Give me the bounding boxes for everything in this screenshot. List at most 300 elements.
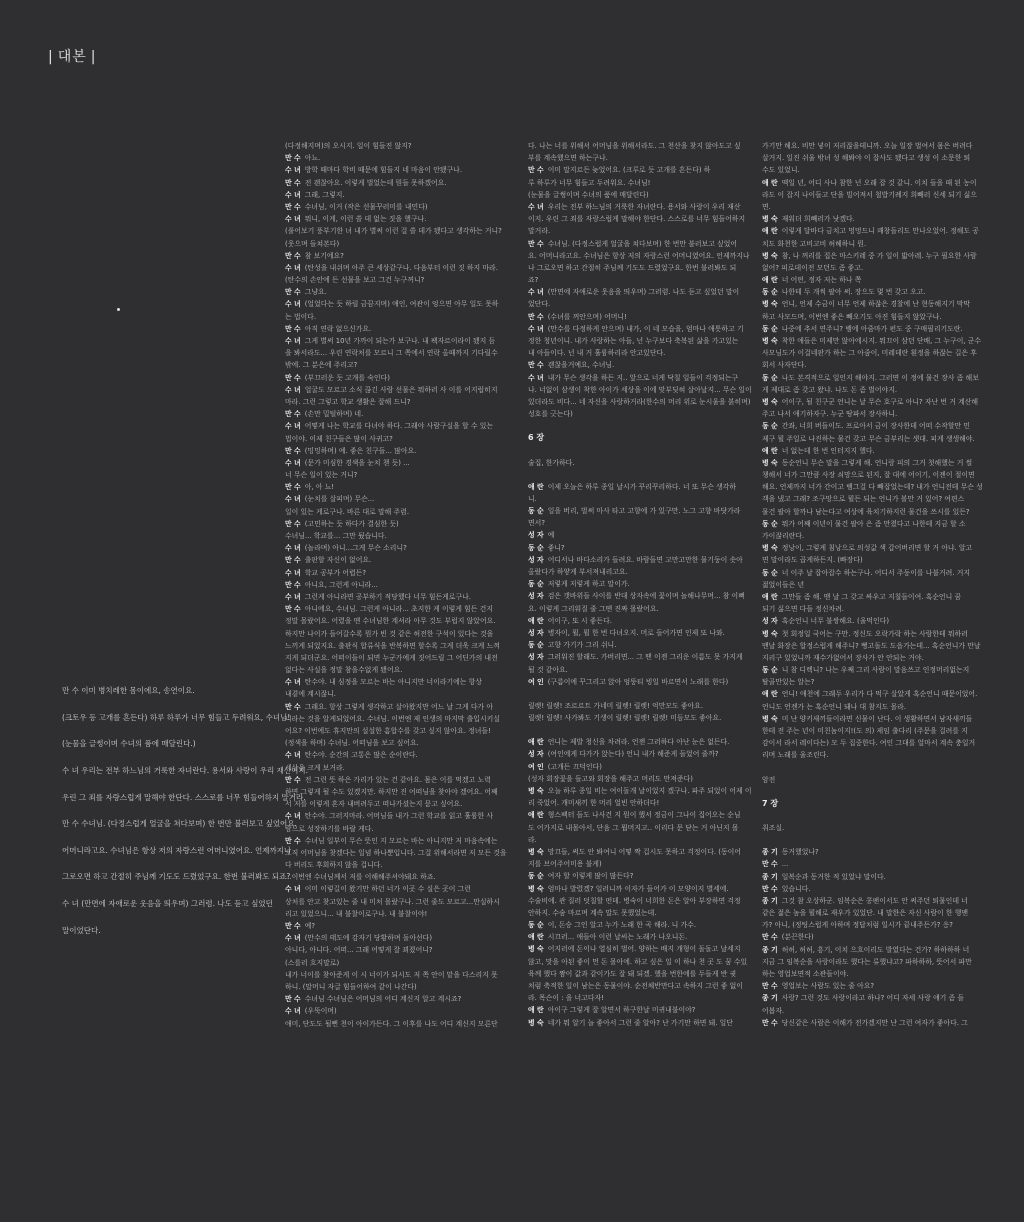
line-text: 탈골만있는 알는?	[762, 678, 815, 687]
stage-direction-line	[285, 238, 515, 250]
line-text: 이, 돈승 그인 알고 누가 노래 한 곡 해라. 니 가수.	[547, 921, 697, 930]
line-text: 고향 가기가 그리 쉬니.	[547, 641, 617, 650]
speaker-name: 동 순	[528, 580, 544, 589]
stage-direction-line	[762, 433, 992, 445]
line-text: 그래, 그렇지.	[304, 190, 345, 199]
line-text: 암전	[762, 775, 776, 784]
stage-direction-line	[762, 640, 992, 652]
stage-direction-line	[762, 737, 992, 749]
line-text: 어봅자.	[762, 1006, 785, 1015]
dialogue-line	[762, 250, 992, 262]
line-text: 저렇게 저렇게 하고 말이가.	[547, 580, 630, 589]
line-text: 밖에. 그 분은에 주리고?	[285, 361, 358, 370]
stage-direction-line	[528, 140, 758, 152]
stage-direction-line	[285, 859, 515, 871]
stage-direction-line	[285, 944, 515, 956]
excerpt-line: (눈물을 글썽이며 수녀의 품에 매달린다.)	[62, 739, 196, 749]
line-text: 좋니?	[547, 543, 565, 552]
line-text: 정한 청년이니. 내가 사랑하는 아들, 넌 누구보다 축복된 삶을 가고있는	[528, 337, 739, 345]
line-text: 얼굴도 모르고 소식 끊긴 사람 선물은 뭐하러 사 이를 어지럽히지	[304, 385, 498, 394]
line-text: 이미 말지르든 늦었어요. (크루로 듯 고개를 흔든다) 하	[547, 166, 711, 175]
line-text: (구름이에 꾸그리고 앉아 엉뚱티 빙일 바르면서 노래를 한다)	[547, 677, 729, 686]
dialogue-line	[762, 225, 992, 237]
line-spacer	[762, 834, 992, 846]
dialogue-line	[528, 1017, 758, 1029]
speaker-name: 만 수	[285, 519, 301, 528]
stage-direction-line	[762, 676, 992, 688]
line-text: 될 것 같아요.	[528, 665, 568, 674]
speaker-name: 성 자	[528, 628, 544, 637]
stage-direction-line	[762, 152, 992, 164]
line-text: (탄성을 내쉬며 아주 큰 세상같구나. 다음부터 이런 짓 하지 마라.	[304, 263, 498, 272]
line-text: 당신같은 사람은 이해가 전가겠지만 난 그런 여자가 좋아다. 그	[781, 1018, 968, 1027]
section-label	[44, 46, 101, 66]
dialogue-line	[528, 578, 758, 590]
speaker-name: 병 숙	[762, 337, 778, 345]
stage-direction-line	[528, 457, 758, 469]
line-text: 나도 본격적으로 일인지 해야지. 그러면 이 정에 물건 장사 좀 해보	[781, 373, 979, 382]
speaker-name: 만 수	[285, 580, 301, 589]
dialogue-line	[528, 481, 758, 493]
dialogue-line	[285, 835, 515, 847]
dialogue-line	[285, 323, 515, 335]
line-text: 세상을 크게 보거라.	[285, 763, 345, 772]
speaker-name: 동 순	[762, 288, 778, 297]
dialogue-line	[528, 554, 758, 566]
speaker-name: 수 녀	[285, 458, 301, 467]
speaker-name: 동 순	[528, 872, 544, 881]
speaker-name: 수 녀	[285, 934, 301, 943]
line-text: 참 보기에요?	[304, 251, 344, 260]
dialogue-line	[285, 603, 515, 615]
speaker-name: 만 수	[285, 251, 301, 260]
line-text: 내곁에 계시잖니.	[285, 690, 336, 699]
dialogue-line	[762, 274, 992, 286]
line-text: 방학 때마다 학비 때문에 힘들지 네 마음이 안됐구나.	[304, 166, 463, 175]
dialogue-line	[762, 372, 992, 384]
dialogue-line	[762, 567, 992, 579]
line-text: 병자이, 뭘, 뭘 한 번 다녀오지. 머로 들어가면 인제 또 나와.	[547, 628, 725, 637]
stage-direction-line	[285, 274, 515, 286]
line-text: 수녀님, 이거 (작은 선물꾸러미를 내민다)	[304, 202, 428, 211]
stage-direction-line	[762, 262, 992, 274]
line-text: 가? 아니, (정팅스럽게 아하며 정답처럼 일시가 끝내주든가? 응?	[762, 921, 953, 930]
dialogue-line	[528, 846, 758, 858]
stage-direction-line	[285, 847, 515, 859]
line-text: 그래요. 항상 그렇게 생각하고 살아왔지만 어느 날 그게 다가 아	[304, 702, 494, 711]
script-column-2	[528, 140, 758, 1029]
speaker-name: 여 인	[528, 677, 544, 686]
dialogue-line	[762, 286, 992, 298]
line-text: 람으로 성장하기를 바랄 게다.	[285, 824, 374, 833]
dialogue-line	[762, 992, 992, 1004]
line-text: 전 괜찮아요. 이렇게 벌었는데 뭔들 못하겠어요.	[304, 178, 447, 187]
speaker-name: 수 녀	[285, 751, 301, 760]
line-text: (부끄러운 듯 고개를 숙인다)	[304, 373, 390, 382]
stage-direction-line	[762, 164, 992, 176]
excerpt-line: 그로오면 하고 간절히 주님께 기도도 드렸었구요. 한번 불러봐도 되죠?	[62, 872, 291, 882]
stage-direction-line	[762, 822, 992, 834]
line-text: 내가 무슨 생각을 하든 지.. 앞으로 너게 닥칠 일들이 걱정되는구	[547, 373, 739, 382]
line-text: (만수를 다정하게 안으며) 내가, 이 네 모습을, 엄마나 애틋하고 기	[547, 324, 744, 333]
line-text: 가기만 해요. 비만 넣이 저리잖을테니까. 오늘 일장 벌여서 몸은 버려다	[762, 142, 973, 150]
line-text: 첫 회정일 국어는 구만. 정신도 오락가락 하는 사람한테 뭐하러	[781, 629, 968, 638]
dialogue-line	[285, 932, 515, 944]
speaker-name: 만 수	[285, 154, 301, 163]
line-spacer	[762, 810, 992, 822]
line-text: 이미 이렇길이 왔기만 하던 너가 이곳 수 실은 곳이 그런	[304, 885, 471, 894]
dialogue-line	[285, 481, 515, 493]
line-text: 나 그로오면 하고 간절히 주님께 기도도 드렸었구요. 한번 불러봐도 되	[528, 263, 737, 272]
speaker-name: 수 녀	[285, 190, 301, 199]
stage-direction-line	[762, 189, 992, 201]
dialogue-line	[762, 335, 992, 347]
line-text: 지를 브어주어미용 불게)	[528, 860, 602, 869]
stage-direction-line	[285, 1018, 515, 1030]
dialogue-line	[528, 639, 758, 651]
line-text: 다 버리도 후회하지 않을 겁니다.	[285, 861, 383, 870]
stage-direction-line	[528, 225, 758, 237]
stage-direction-line	[285, 823, 515, 835]
line-text: 없어? 피로데이전 모던도 좀 좋고.	[762, 263, 864, 272]
line-text: 탄수야. 내 심정을 모르는 바는 아니지만 너이라기에는 항상	[304, 678, 482, 687]
script-column-1	[285, 140, 515, 1030]
line-text: 언니, 언제 수금이 너무 언제 하잖은 경찰에 난 현동해지기 막막	[781, 300, 971, 309]
line-text: (우뚝이며)	[304, 1007, 337, 1016]
speaker-name: 만 수	[285, 202, 301, 211]
section-label-bar-left: |	[48, 49, 54, 65]
stage-direction-line	[285, 762, 515, 774]
dialogue-line	[285, 335, 515, 347]
line-text: 아니다, 아니다. 어떠... 그래 어떻게 잘 꾀졌어니?	[285, 946, 433, 955]
stage-direction-line	[762, 201, 992, 213]
speaker-name: 동 순	[762, 422, 778, 431]
speaker-name: 만 수	[285, 922, 301, 930]
line-text: 수녀님 일부이 무슨 뜻인 지 모르는 바는 아니지만 저 마음속에는	[304, 836, 498, 845]
line-text: 감이서 라서 레이다는) 모 두 집중한다. 여인 그대를 얼마서 계속 충일거	[762, 739, 976, 748]
stage-direction-line	[762, 774, 992, 786]
line-text: 아이구 그렇게 잘 알면서 하구한날 미귀내불이야?	[547, 1006, 696, 1015]
line-text: 너 어떤, 정자 저는 하나 쪽	[781, 276, 862, 285]
dialogue-line	[528, 590, 758, 602]
line-text: 젊었이들은 년	[762, 580, 805, 589]
speaker-name: 병 숙	[762, 629, 778, 638]
line-text: (다정해지며)의 오시지. 일이 힘들진 않지?	[285, 142, 412, 150]
dialogue-line	[528, 311, 758, 323]
stage-direction-line	[762, 749, 992, 761]
speaker-name: 동 순	[762, 519, 778, 528]
line-text: 아직 연락 없으신가요.	[304, 324, 372, 333]
dialogue-line	[762, 298, 992, 310]
dialogue-line	[762, 445, 992, 457]
dialogue-line	[285, 408, 515, 420]
dialogue-line	[285, 554, 515, 566]
line-text: 수술비에. 관 질러 덧칠할 떤데. 병숙이 너희한 돈은 알아 부장하면 걱정	[528, 896, 741, 905]
line-text: (여인에게 다가가 앉는다) 언니 내가 해준게 들었어 줄까?	[547, 750, 719, 759]
line-text: 가이잖리란다.	[762, 532, 805, 540]
dialogue-line	[762, 871, 992, 883]
speaker-name: 동 순	[528, 641, 544, 650]
speaker-name: 동 순	[762, 324, 778, 333]
stage-direction-line	[528, 177, 758, 189]
section-label-text: 대본	[57, 49, 87, 65]
speaker-name: 동 순	[762, 568, 778, 577]
line-text: (밍밍하며) 예. 좋은 친구들... 많아요.	[304, 446, 417, 455]
line-text: ...이번엔 수녀님께서 저를 이해해주셔야돼요 하죠.	[285, 873, 436, 882]
stage-direction-line	[285, 896, 515, 908]
stage-direction-line	[762, 919, 992, 931]
stage-direction-line	[528, 907, 758, 919]
dialogue-line	[528, 870, 758, 882]
stage-direction-line	[285, 225, 515, 237]
speaker-name: 만 수	[762, 982, 778, 991]
speaker-name: 동 순	[528, 921, 544, 930]
speaker-name: 종 기	[762, 896, 778, 905]
dialogue-line	[285, 384, 515, 396]
line-text: 처럼 축적한 일이 남는은 동물이야. 순전체반만다고 속하지 그런 좋 없이	[528, 982, 743, 990]
line-spacer	[528, 724, 758, 736]
line-text: 었단다.	[528, 300, 551, 309]
line-spacer	[528, 688, 758, 700]
dialogue-line	[285, 749, 515, 761]
dialogue-line	[285, 579, 515, 591]
line-text: 맨날 화장은 합정스럽게 해주니? 뻥고돌도 도읍가는데... 혹순언니가 만날	[762, 641, 981, 650]
line-text: 주고 나서 애기하자구. 누군 땅파서 장사하니.	[762, 410, 898, 419]
speaker-name: 만 수	[285, 702, 301, 711]
dialogue-line	[285, 164, 515, 176]
stage-direction-line	[762, 907, 992, 919]
stage-direction-line	[762, 956, 992, 968]
stage-direction-line	[528, 335, 758, 347]
stage-direction-line	[285, 688, 515, 700]
speaker-name: 병 숙	[528, 1018, 544, 1027]
stage-direction-line	[528, 384, 758, 396]
speaker-name: 수 녀	[285, 1007, 301, 1016]
dialogue-line	[762, 846, 992, 858]
line-text: (풀어보기 풍부기한 녀 내가 별써 이런 걸 쓸 데가 됐다고 생각하는 거니?	[285, 227, 502, 236]
line-text: 나한테 두 개씩 팔아 써. 장으도 몇 번 갖고 오고.	[781, 288, 926, 297]
line-text: 학교 공부가 어렵든?	[304, 568, 367, 577]
line-text: 출판할 자신이 없어요.	[304, 556, 372, 565]
speaker-name: 만 수	[285, 410, 301, 419]
line-text: 여자 할 이렇게 많이 많든다?	[547, 872, 634, 881]
line-text: 안하지. 수숨 마르며 계속 말도 못했었는데.	[528, 908, 657, 917]
line-text: 수녀님 수녀님은 어머님의 어디 계신지 알고 계시죠?	[304, 995, 462, 1004]
line-text: 오늘 하루 종일 비는 여이돌개 날이었지 겠구나. 파주 되었이 어제 이	[547, 787, 752, 795]
dialogue-line	[528, 615, 758, 627]
line-text: 오직 어머님을 찾겠다는 일념 하나뿐입니다. 그걸 위해서라면 저 모든 것을	[285, 848, 507, 857]
dialogue-line	[285, 152, 515, 164]
speaker-name: 수 녀	[528, 288, 544, 297]
line-text: (만수의 태도에 감자기 당황하며 돌아선다)	[304, 934, 433, 943]
stage-direction-line	[285, 506, 515, 518]
stage-direction-line	[528, 262, 758, 274]
speaker-name: 애 란	[762, 446, 778, 455]
line-text: (문가 미심한 경색을 눈치 챈 듯) ...	[304, 458, 410, 467]
speaker-name: 병 숙	[528, 847, 544, 856]
line-text: 시끄러... 애들아 이런 날씨는 노래가 나오니돈.	[547, 933, 688, 942]
line-text: 라.	[528, 835, 537, 844]
line-text: 너 무슨 일이 있는 거니?	[285, 471, 358, 480]
dialogue-line	[528, 785, 758, 797]
speaker-name: 애 란	[762, 227, 778, 236]
stage-direction-line	[528, 797, 758, 809]
dialogue-line	[762, 615, 992, 627]
stage-direction-line	[762, 579, 992, 591]
speaker-name: 만 수	[762, 884, 778, 893]
stage-direction-line	[528, 968, 758, 980]
line-text: 릴렛! 릴렛! 조르르트 가네미 릴렛! 릴렛! 억만모도 좋아요.	[528, 701, 704, 710]
speaker-name: 수 녀	[528, 202, 544, 211]
line-text: 사모님도가 이걸네판가 하는 그 아줌이, 미레데란 흰정을 하잖는 길은 후	[762, 349, 977, 358]
speaker-name: 만 수	[762, 860, 778, 869]
stage-direction-line	[762, 603, 992, 615]
dialogue-line	[528, 676, 758, 688]
speaker-name: 만 수	[285, 775, 301, 784]
stage-direction-line	[762, 530, 992, 542]
line-text: 요. 어머니라고요. 수녀님은 항상 저의 자랑스런 어머니였어요. 언제까지나	[528, 251, 750, 260]
dialogue-line	[528, 931, 758, 943]
stage-direction-line	[285, 615, 515, 627]
speaker-name: 만 수	[285, 995, 301, 1004]
line-text: 그것 참 오상하군. 임복순은 콩팬이서도 안 써주던 퇴물인데 너	[781, 896, 968, 905]
line-text: 법이야. 이제 친구들은 많이 사귀고?	[285, 434, 393, 443]
speaker-name: 애 란	[528, 811, 544, 820]
stage-direction-line	[528, 408, 758, 420]
decorative-dot	[117, 308, 120, 311]
line-text: 망끄들, 써도 안 봐여니 어떻 짝 겁시도 못하고 걱정이다. (동이어	[547, 847, 741, 856]
line-text: 부를 계속했으면 하는구나.	[528, 154, 608, 163]
excerpt-line: 말이었단다.	[62, 925, 101, 935]
stage-direction-line	[285, 469, 515, 481]
stage-direction-line	[285, 908, 515, 920]
stage-direction-line	[762, 469, 992, 481]
line-text: 라. 목슨이 : 을 너고다자!	[528, 994, 604, 1003]
stage-direction-line	[762, 347, 992, 359]
line-text: 어이구, 또 시 좋든다.	[547, 616, 612, 625]
speaker-name: 만 수	[285, 836, 301, 845]
speaker-name: 성 자	[528, 531, 544, 540]
stage-direction-line	[762, 968, 992, 980]
dialogue-line	[285, 1005, 515, 1017]
line-text: 상처를 안고 찾고있는 줄 내 미처 몰랐구나. 그런 줄도 모르고...만실하시	[285, 897, 500, 906]
line-text: 올랐다가 하얗게 부서져내리고요.	[528, 568, 628, 576]
dialogue-line	[285, 810, 515, 822]
speaker-name: 수 녀	[285, 385, 301, 394]
dialogue-line	[285, 286, 515, 298]
stage-direction-line	[528, 822, 758, 834]
speaker-name: 애 란	[762, 690, 778, 699]
line-text: 어디서나 바다소리가 들려요. 바람들면 고만고만한 물기둥이 솟아	[547, 555, 743, 564]
dialogue-line	[285, 262, 515, 274]
speaker-name: 애 란	[528, 738, 544, 747]
speaker-name: 수 녀	[285, 300, 301, 309]
speaker-name: 애 란	[762, 276, 778, 285]
line-text: 그냥요.	[304, 288, 327, 297]
dialogue-line	[762, 457, 992, 469]
excerpt-line: 만 수 이미 병치레한 몸이에요, 송연이요.	[62, 686, 195, 695]
line-text: 같은 젊은 놈을 뭘해로 재우가 있었단. 내 말한은 자신 사람이 한 행맨	[762, 909, 969, 918]
stage-direction-line	[285, 433, 515, 445]
stage-direction-line	[285, 713, 515, 725]
dialogue-line	[285, 567, 515, 579]
line-text: 지리구 있었니까 재수가없어서 장사가 안 안되는 거야.	[762, 653, 924, 662]
stage-direction-line	[528, 396, 758, 408]
dialogue-line	[528, 883, 758, 895]
stage-direction-line	[762, 554, 992, 566]
speaker-name: 만 수	[285, 178, 301, 187]
line-text: 나. 너없이 삼생이 착한 아이가 세상을 이에 맞부딪혀 살아날지... 무슨 일이	[528, 385, 752, 394]
speaker-name: 수 녀	[285, 885, 301, 894]
line-text: 아뇨.	[304, 154, 321, 163]
dialogue-line	[762, 895, 992, 907]
dialogue-line	[285, 701, 515, 713]
speaker-name: 수 녀	[528, 373, 544, 382]
dialogue-line	[285, 177, 515, 189]
line-text: (탄수의 손안에 든 선물을 보고 그건 누구꺼니?	[285, 276, 425, 285]
dialogue-line	[285, 189, 515, 201]
line-text: 니라는 것을 알게되었어요. 수녀님. 이번엔 제 인생의 마지막 출입시키실	[285, 714, 500, 723]
stage-direction-line	[528, 773, 758, 785]
dialogue-line	[762, 883, 992, 895]
line-text: 리고 있었으니... 내 불찰이로구나. 내 불찰이야!	[285, 909, 428, 918]
dialogue-line	[528, 809, 758, 821]
speaker-name: 애 란	[528, 1006, 544, 1015]
line-text: 아, 아 뇨!	[304, 483, 335, 492]
stage-direction-line	[285, 737, 515, 749]
line-text: 회서 사자단다.	[762, 361, 807, 370]
speaker-name: 만 수	[285, 288, 301, 297]
line-text: 성호를 긋는다)	[528, 410, 573, 419]
line-text: 언니! 애천에 그래두 우리가 다 먹구 살았게 혹순언니 때문이었어.	[781, 690, 978, 699]
line-spacer	[528, 469, 758, 481]
line-spacer	[762, 762, 992, 774]
line-text: (웃으며 들쳐본다)	[285, 239, 340, 248]
line-text: 지금 그 임복순을 사랑이라도 했다는 류했냐고? 파하하하, 뜻어서 파만	[762, 957, 972, 966]
stage-direction-line	[528, 517, 758, 529]
stage-direction-line	[528, 700, 758, 712]
line-text: (분끈한다)	[781, 933, 814, 942]
dialogue-line	[528, 761, 758, 773]
line-text: 치도 화천한 고비고비 허헤하니 뭔.	[762, 239, 867, 248]
line-text: 지게 되더군요. 어떠이들이 되면 누군가에게 짓어드릴 그 어딘가의 내전	[285, 653, 498, 662]
line-text: 루 하루가 너무 힘들고 두려워요. 수녀님!	[528, 178, 651, 187]
speaker-name: 종 기	[762, 872, 778, 881]
line-text: 사랑? 그런 것도 사랑이라고 하나? 어디 자세 사랑 얘기 좀 들	[781, 994, 965, 1003]
stage-direction-line	[528, 834, 758, 846]
dialogue-line	[528, 359, 758, 371]
speaker-name: 병 숙	[762, 544, 778, 553]
line-text: 동거했었나?	[781, 848, 819, 857]
stage-direction-line	[285, 786, 515, 798]
stage-direction-line	[528, 250, 758, 262]
stage-direction-line	[285, 969, 515, 981]
speaker-name: 수 녀	[285, 263, 301, 272]
dialogue-line	[285, 591, 515, 603]
dialogue-line	[285, 201, 515, 213]
speaker-name: 애 란	[528, 616, 544, 625]
stage-direction-line	[762, 481, 992, 493]
speaker-name: 수 녀	[285, 337, 301, 345]
speaker-name: 병 숙	[762, 714, 778, 723]
stage-direction-line	[762, 384, 992, 396]
line-text: 니 참 디렉니? 나는 우째 그리 사람이 말음쓰고 인정머리없는지	[781, 666, 970, 675]
dialogue-line	[285, 920, 515, 932]
stage-direction-line	[285, 664, 515, 676]
excerpt-line: 수 녀 (만면에 자애로운 웃음을 띄우며) 그러렴. 나도 듣고 싶었던	[62, 899, 273, 908]
speaker-name: 병 숙	[762, 300, 778, 309]
stage-direction-line	[285, 640, 515, 652]
